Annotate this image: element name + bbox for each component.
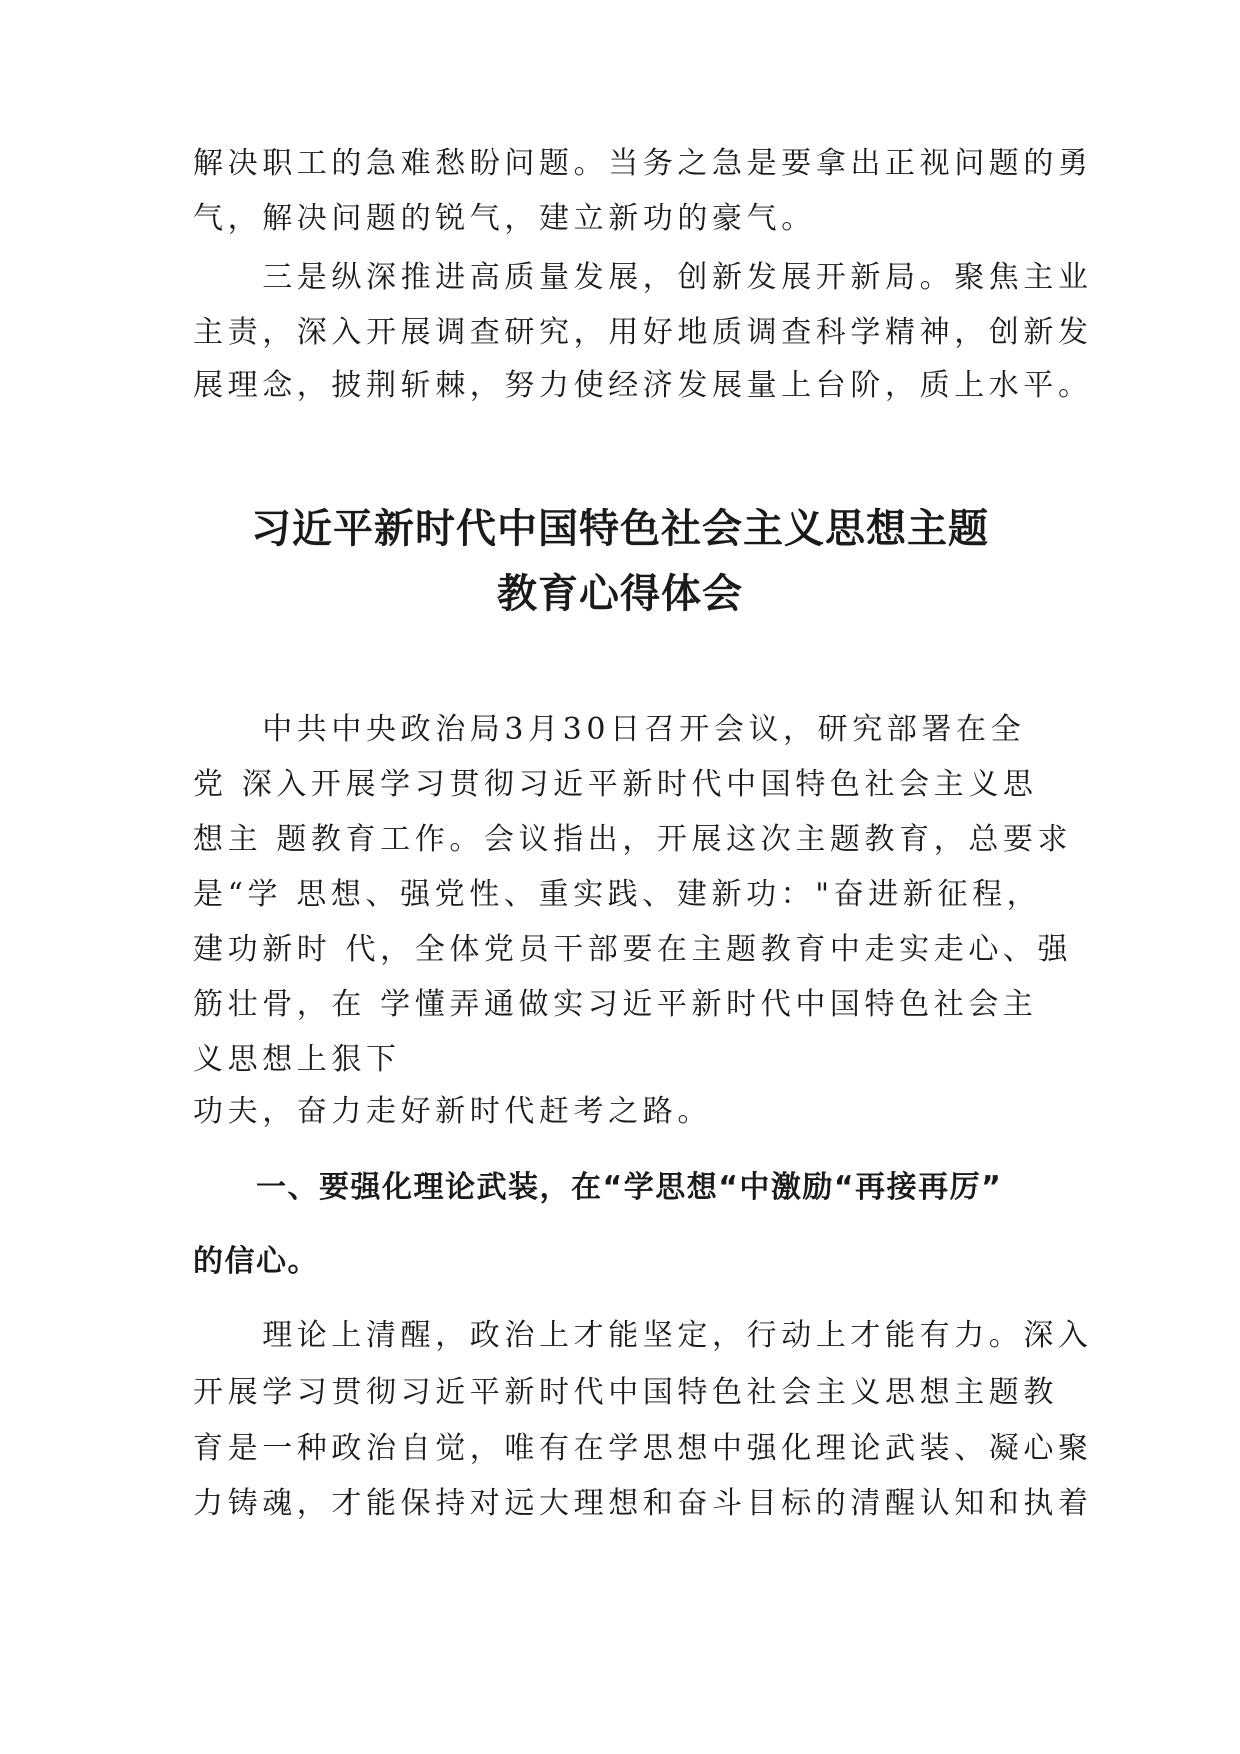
para1-line-6: 筋壮骨，在 学懂弄通做实习近平新时代中国特色社会主 bbox=[193, 987, 1038, 1022]
para1-line-3: 想主 题教育工作。会议指出，开展这次主题教育，总要求 bbox=[193, 822, 1073, 857]
para1-line-8: 功夫，奋力走好新时代赶考之路。 bbox=[193, 1094, 712, 1129]
intro-line-1: 解决职工的急难愁盼问题。当务之急是要拿出正视问题的勇 bbox=[193, 146, 1093, 181]
para1-line-4: 是“学 思想、强党性、重实践、建新功："奋进新征程， bbox=[193, 877, 1042, 912]
article-title-line-2: 教育心得体会 bbox=[497, 571, 743, 617]
para1-line-1: 中共中央政治局3月30日召开会议，研究部署在全 bbox=[193, 712, 1026, 747]
para2-line-3: 育是一种政治自觉，唯有在学思想中强化理论武装、凝心聚 bbox=[193, 1431, 1093, 1466]
para2-line-1: 理论上清醒，政治上才能坚定，行动上才能有力。深入 bbox=[193, 1318, 1093, 1353]
section-heading-line-1: 一、要强化理论武装，在“学思想“中激励“再接再厉” bbox=[193, 1170, 1003, 1205]
section-heading-line-2: 的信心。 bbox=[193, 1244, 319, 1279]
intro-line-2: 气，解决问题的锐气，建立新功的豪气。 bbox=[193, 201, 816, 236]
intro-line-4: 主责，深入开展调查研究，用好地质调查科学精神，创新发 bbox=[193, 315, 1093, 350]
intro-line-3: 三是纵深推进高质量发展，创新发展开新局。聚焦主业 bbox=[193, 260, 1093, 295]
para1-line-5: 建功新时 代，全体党员干部要在主题教育中走实走心、强 bbox=[193, 932, 1073, 967]
intro-line-5: 展理念，披荆斩棘，努力使经济发展量上台阶，质上水平。 bbox=[193, 368, 1093, 403]
article-title-line-1: 习近平新时代中国特色社会主义思想主题 bbox=[251, 506, 989, 552]
para2-line-4: 力铸魂，才能保持对远大理想和奋斗目标的清醒认知和执着 bbox=[193, 1486, 1093, 1521]
para1-line-7: 义思想上狠下 bbox=[193, 1042, 401, 1077]
para1-line-2: 党 深入开展学习贯彻习近平新时代中国特色社会主义思 bbox=[193, 767, 1038, 802]
para2-line-2: 开展学习贯彻习近平新时代中国特色社会主义思想主题教 bbox=[193, 1375, 1058, 1410]
